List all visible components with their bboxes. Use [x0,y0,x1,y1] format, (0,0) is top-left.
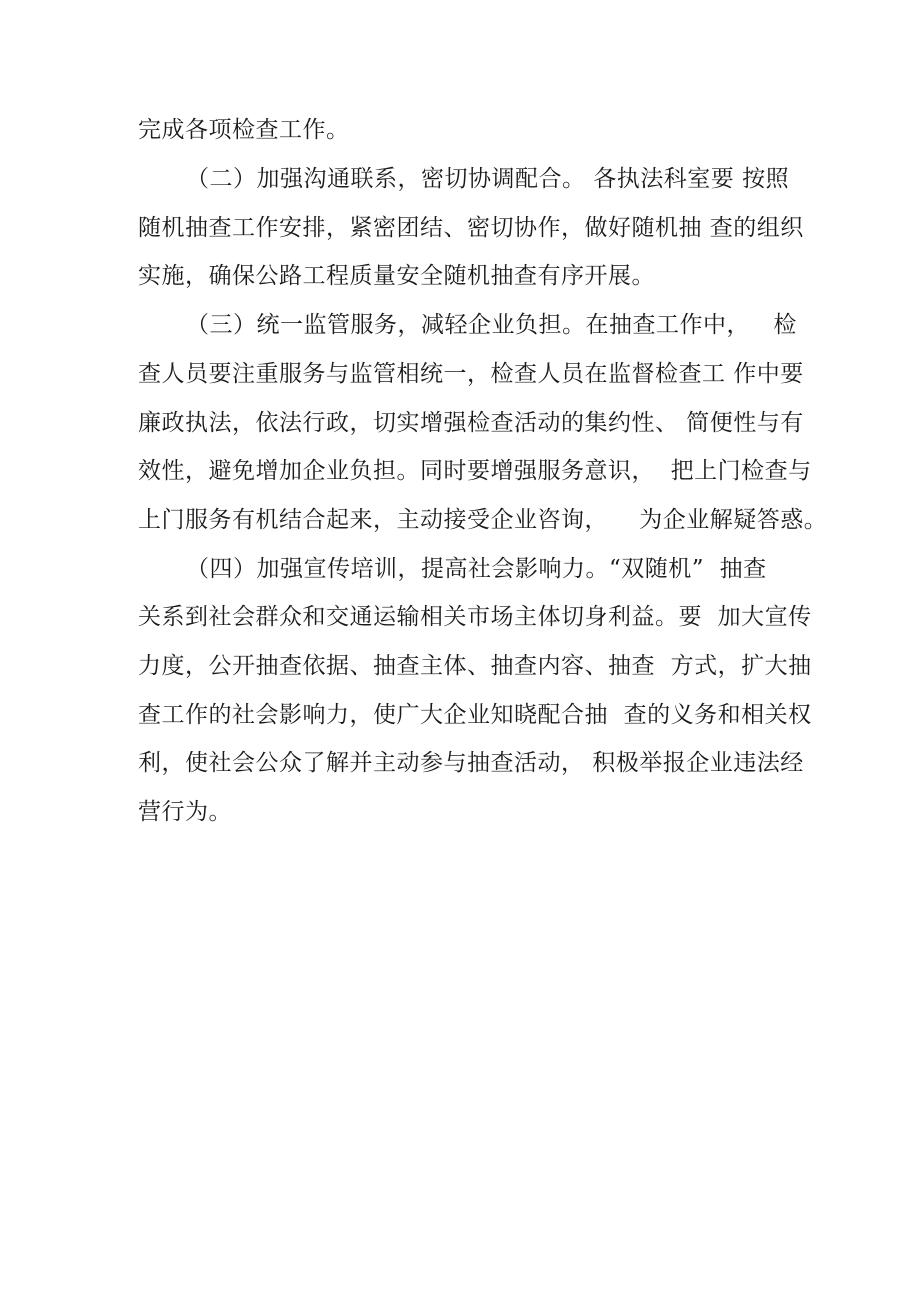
text-line: （三）统一监管服务，减轻企业负担。在抽查工作中， 检 [186,312,797,338]
text-line: 随机抽查工作安排，紧密团结、密切协作，做好随机抽 查的组织 [138,215,804,241]
text-line: 关系到社会群众和交通运输相关市场主体切身利益。要 加大宣传 [138,604,812,630]
text-line: 查工作的社会影响力，使广大企业知晓配合抽 查的义务和相关权 [138,702,812,728]
text-line: （二）加强沟通联系，密切协调配合。 各执法科室要 按照 [186,166,790,192]
text-line: （四）加强宣传培训，提高社会影响力。“双随机” 抽查 [186,556,767,582]
text-line: 营行为。 [138,799,232,825]
text-line: 完成各项检查工作。 [138,117,350,143]
text-line: 廉政执法，依法行政，切实增强检查活动的集约性、 简便性与有 [138,410,804,436]
text-line: 效性，避免增加企业负担。同时要增强服务意识， 把上门检查与 [138,458,812,484]
text-line: 力度，公开抽查依据、抽查主体、抽查内容、抽查 方式，扩大抽 [138,653,812,679]
text-line: 查人员要注重服务与监管相统一，检查人员在监督检查工 作中要 [138,361,804,387]
text-line: 上门服务有机结合起来，主动接受企业咨询， 为企业解疑答惑。 [138,507,828,533]
text-line: 实施，确保公路工程质量安全随机抽查有序开展。 [138,263,655,289]
text-line: 利，使社会公众了解并主动参与抽查活动， 积极举报企业违法经 [138,750,804,776]
